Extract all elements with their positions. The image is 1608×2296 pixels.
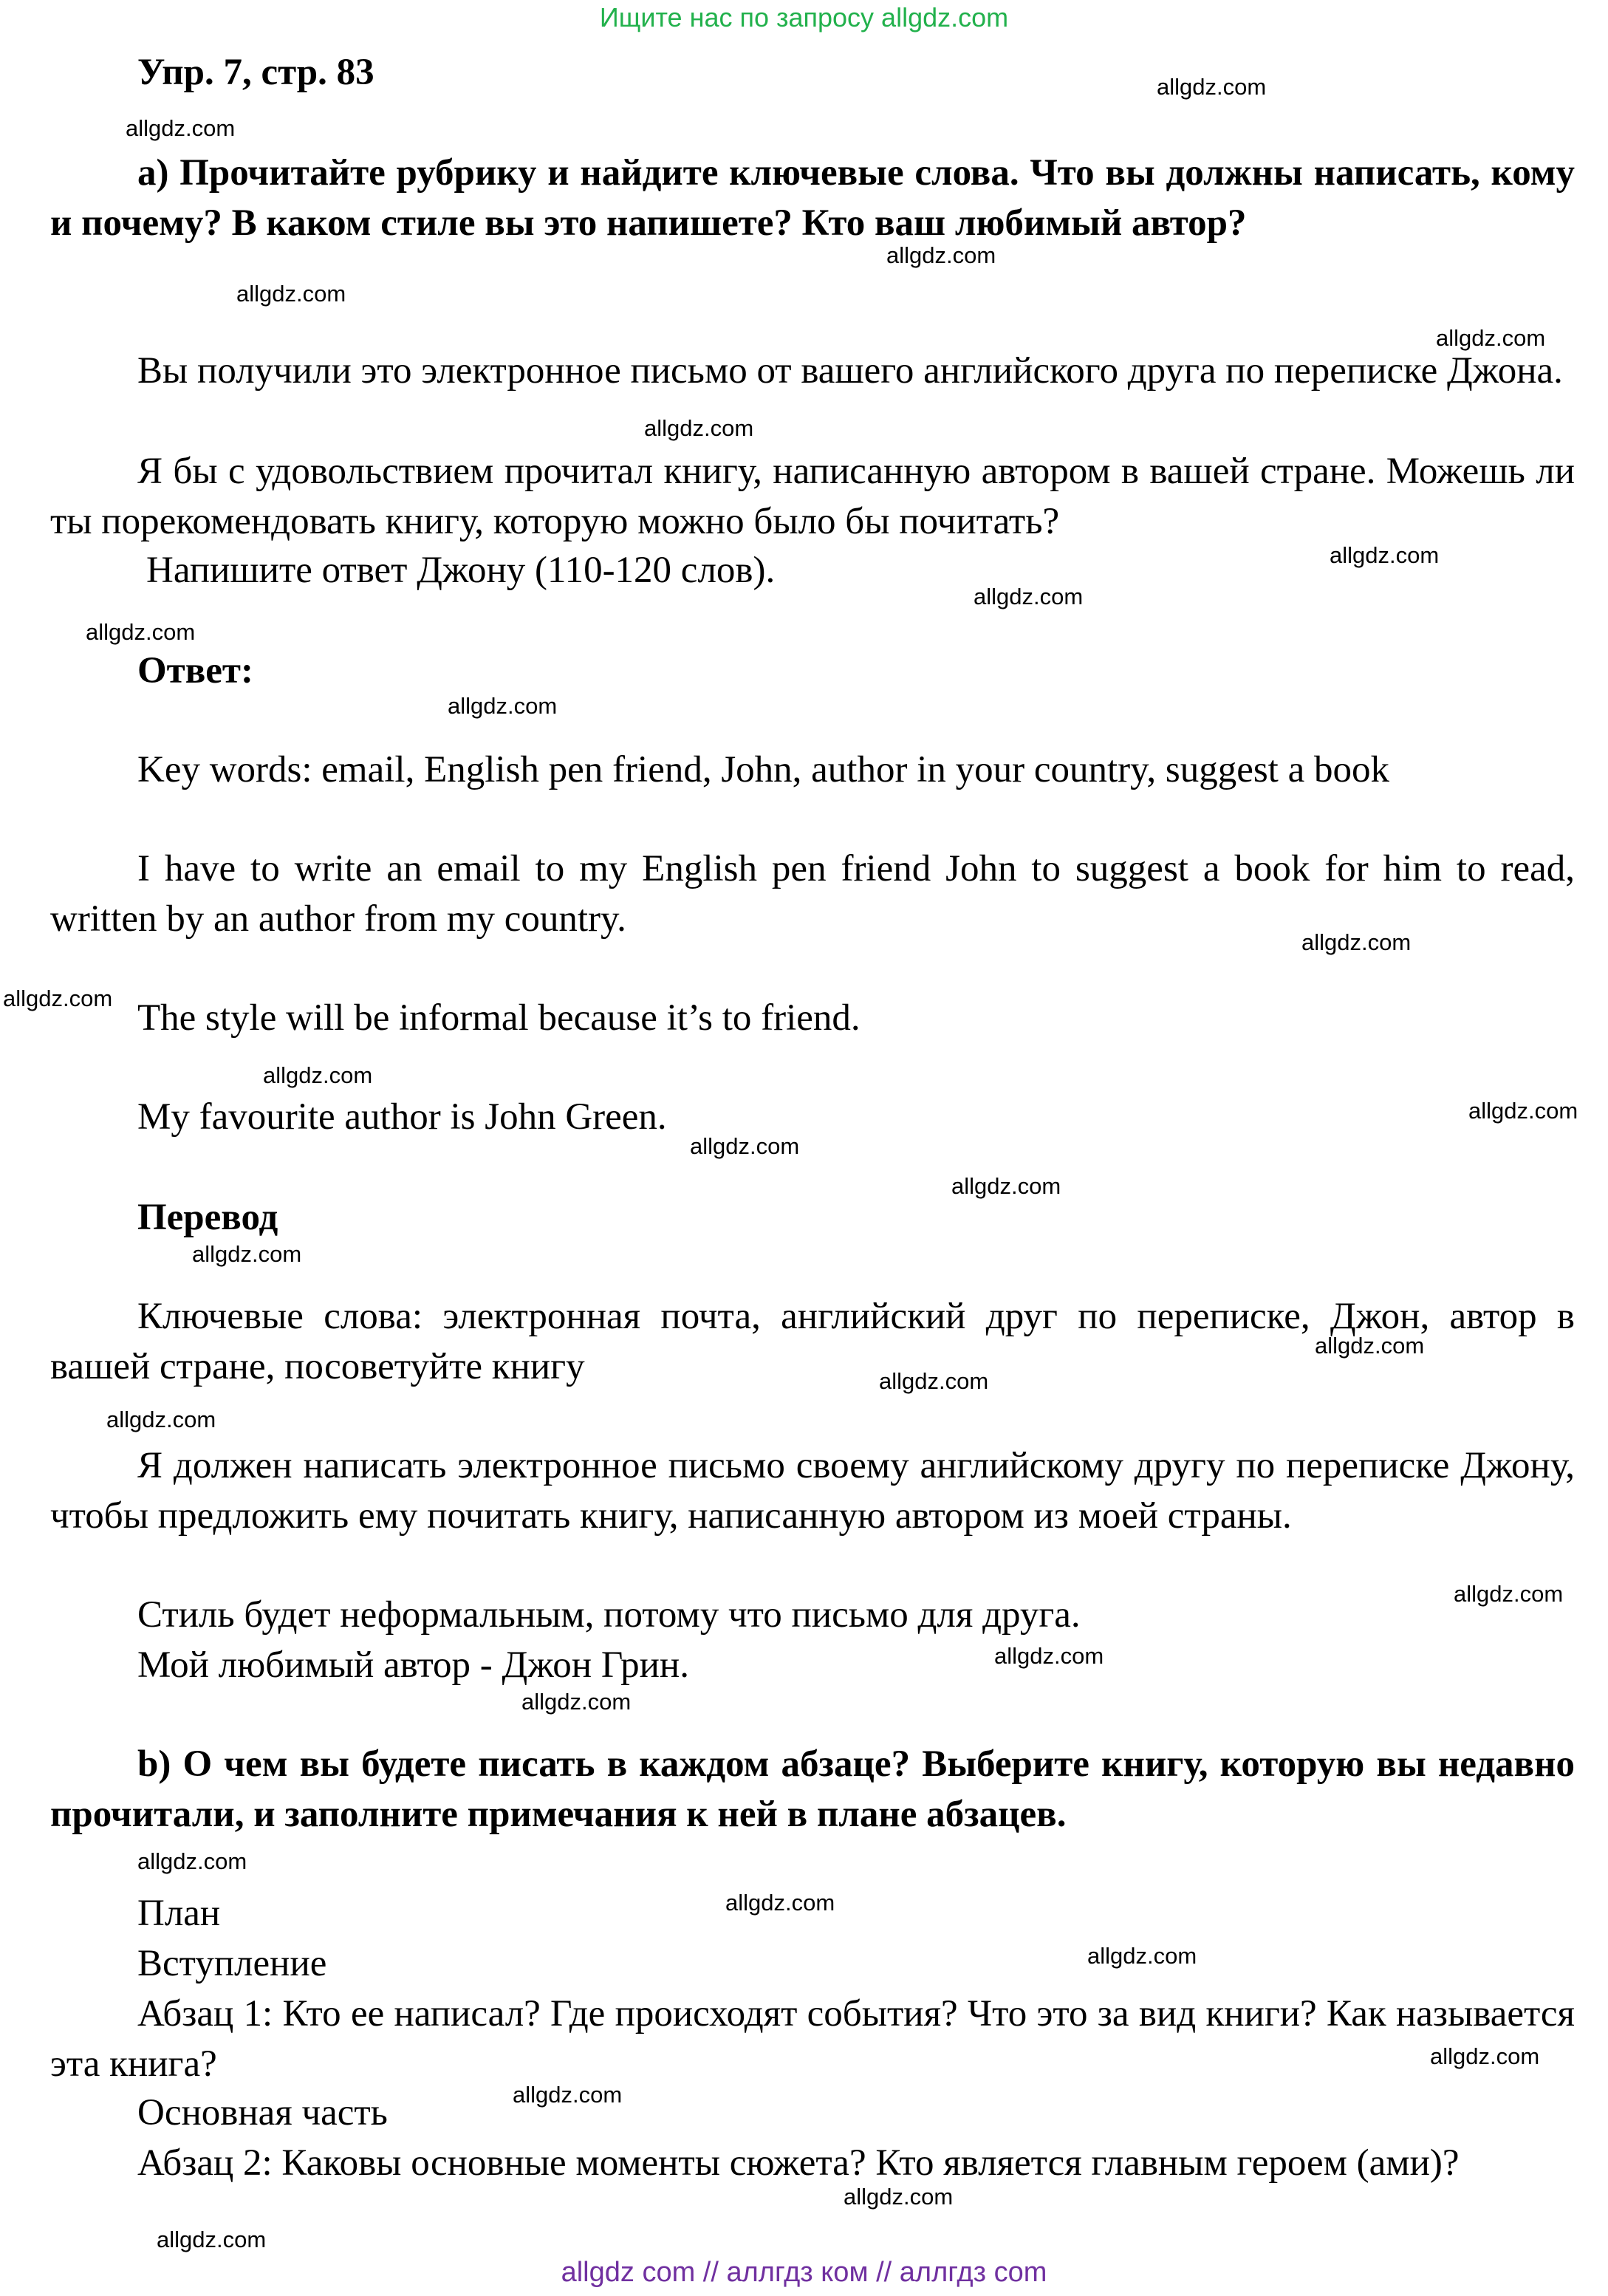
watermark: allgdz.com: [994, 1643, 1104, 1669]
watermark: allgdz.com: [690, 1133, 800, 1159]
watermark: allgdz.com: [126, 115, 236, 141]
task-a-text: a) Прочитайте рубрику и найдите ключевые слова. Что вы должны написать, кому и почему? В каком стиле вы это напишете? Кто ваш любимый автор?: [50, 152, 1575, 244]
task-b-text: b) О чем вы будете писать в каждом абзаце? Выберите книгу, которую вы недавно прочитали, и заполните примечания к ней в плане абзацев.: [50, 1743, 1575, 1835]
watermark: allgdz.com: [1430, 2043, 1540, 2069]
watermark: allgdz.com: [951, 1173, 1061, 1199]
watermark: allgdz.com: [1157, 74, 1267, 100]
translation-what: [50, 1441, 1575, 1541]
watermark: allgdz.com: [86, 619, 196, 645]
prompt-intro: [50, 346, 1575, 396]
task-a: [50, 148, 1575, 248]
translation-author: Мой любимый автор - Джон Грин.: [137, 1644, 689, 1686]
prompt-task: Напишите ответ Джону (110-120 слов).: [146, 550, 776, 591]
watermark: allgdz.com: [3, 985, 113, 1011]
footer-links: allgdz com // аллгдз ком // аллгдз com: [561, 2257, 1047, 2288]
watermark: allgdz.com: [886, 242, 996, 268]
prompt-intro-text: Вы получили это электронное письмо от вашего английского друга по переписке Джона.: [137, 350, 1563, 392]
task-b: [50, 1739, 1575, 1839]
watermark: allgdz.com: [106, 1407, 216, 1432]
translation-keywords-text: Ключевые слова: электронная почта, английский друг по переписке, Джон, автор в вашей стране, посоветуйте книгу: [50, 1296, 1575, 1387]
plan-main: Основная часть: [137, 2092, 388, 2133]
answer-author: My favourite author is John Green.: [137, 1096, 667, 1138]
watermark: allgdz.com: [974, 584, 1084, 609]
watermark: allgdz.com: [448, 693, 558, 719]
translation-style: Стиль будет неформальным, потому что письмо для друга.: [137, 1594, 1081, 1636]
watermark: allgdz.com: [1087, 1943, 1197, 1969]
watermark: allgdz.com: [1436, 325, 1546, 351]
plan-heading: План: [137, 1893, 221, 1934]
watermark: allgdz.com: [1454, 1581, 1564, 1607]
answer-what-text: I have to write an email to my English pen friend John to suggest a book for him to read, written by an author from my country.: [50, 848, 1575, 940]
watermark: allgdz.com: [157, 2227, 267, 2252]
prompt-email-text: Я бы с удовольствием прочитал книгу, написанную автором в вашей стране. Можешь ли ты порекомендовать книгу, которую можно было бы почитать?: [50, 451, 1575, 542]
translation-heading: Перевод: [137, 1197, 278, 1238]
watermark: allgdz.com: [192, 1241, 302, 1267]
top-banner: Ищите нас по запросу allgdz.com: [599, 2, 1009, 33]
watermark: allgdz.com: [236, 281, 346, 307]
translation-what-text: Я должен написать электронное письмо своему английскому другу по переписке Джону, чтобы предложить ему почитать книгу, написанную автором из моей страны.: [50, 1445, 1575, 1537]
watermark: allgdz.com: [513, 2082, 623, 2108]
watermark: allgdz.com: [137, 1848, 247, 1874]
answer-keywords: [50, 745, 1575, 795]
answer-heading: Ответ:: [137, 650, 253, 691]
answer-keywords-text: Key words: email, English pen friend, John, author in your country, suggest a book: [137, 749, 1389, 790]
watermark: allgdz.com: [1330, 542, 1440, 568]
plan-intro: Вступление: [137, 1943, 327, 1984]
watermark: allgdz.com: [644, 415, 754, 441]
plan-para1: [50, 1989, 1575, 2089]
watermark: allgdz.com: [879, 1368, 989, 1394]
watermark: allgdz.com: [1315, 1333, 1425, 1359]
watermark: allgdz.com: [725, 1890, 835, 1916]
watermark: allgdz.com: [1301, 929, 1412, 955]
watermark: allgdz.com: [844, 2184, 954, 2210]
watermark: allgdz.com: [521, 1689, 632, 1715]
watermark: allgdz.com: [1468, 1098, 1578, 1124]
plan-para1-text: Абзац 1: Кто ее написал? Где происходят события? Что это за вид книги? Как называется эта книга?: [50, 1993, 1575, 2085]
plan-para2-text: Абзац 2: Каковы основные моменты сюжета? Кто является главным героем (ами)?: [137, 2142, 1460, 2184]
plan-para2: [50, 2138, 1575, 2188]
answer-style: The style will be informal because it’s to friend.: [137, 997, 861, 1039]
exercise-title: Упр. 7, стр. 83: [137, 52, 374, 93]
prompt-email: [50, 446, 1575, 547]
watermark: allgdz.com: [263, 1062, 373, 1088]
